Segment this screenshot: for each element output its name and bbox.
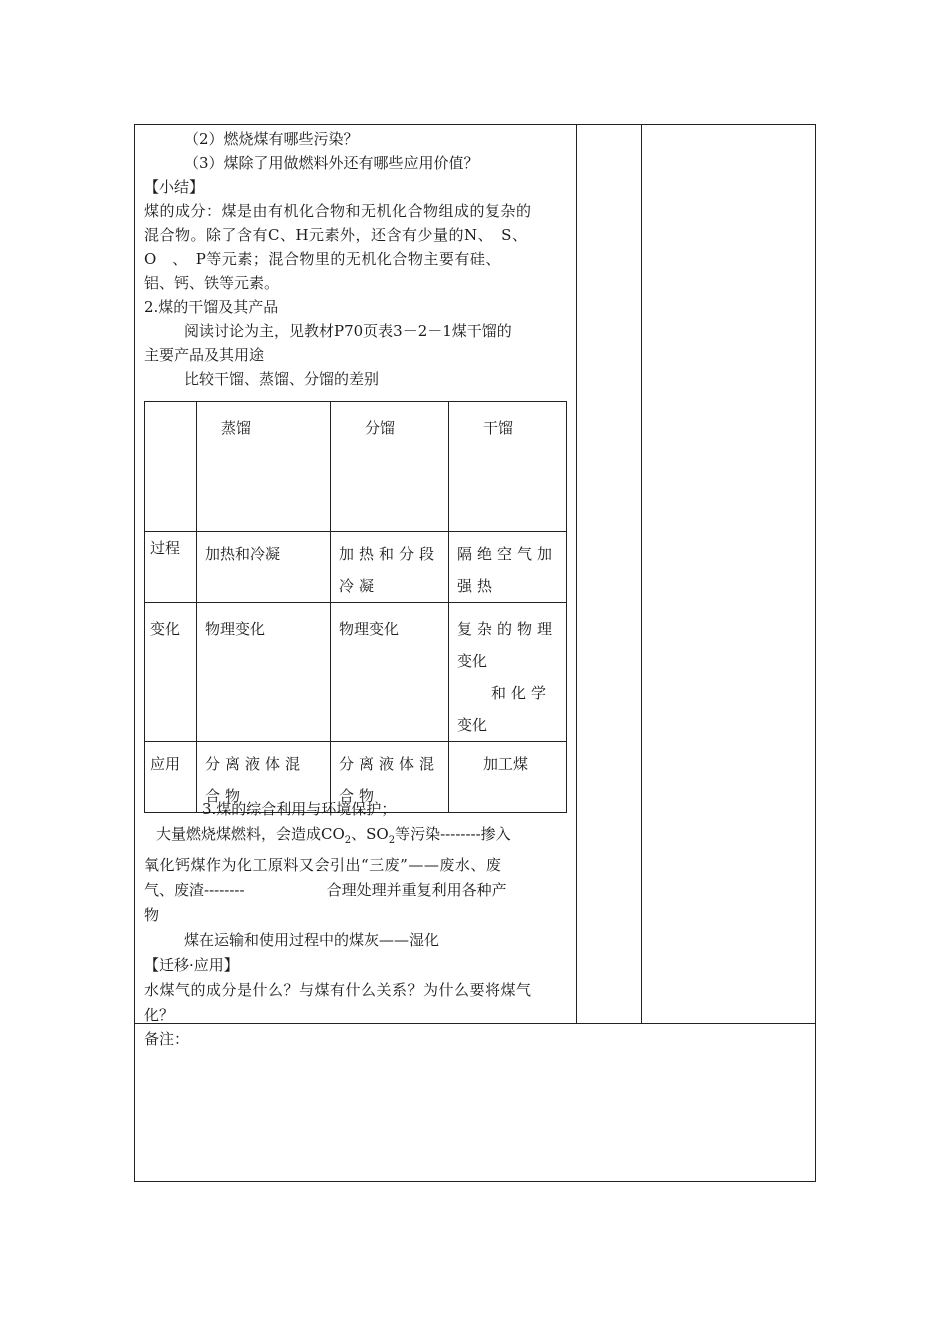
waste-treatment-line — [144, 878, 574, 903]
process-dry: 隔绝空气加强热 — [449, 532, 567, 603]
header-distillation: 蒸馏 — [197, 402, 331, 532]
pollution-line — [144, 822, 574, 853]
question-3: （3）煤除了用做燃料外还有哪些应用价值？ — [184, 154, 479, 172]
waste-text-b: 合理处理并重复利用各种产 — [326, 881, 507, 899]
application-distillation: 分离液体混合物 — [197, 742, 331, 813]
summary-heading: 【小结】 — [144, 178, 205, 196]
process-fractional: 加热和分段冷凝 — [331, 532, 449, 603]
coal-ash-line: 煤在运输和使用过程中的煤灰——湿化 — [184, 931, 440, 949]
composition-line-4: 铝、钙、铁等元素。 — [144, 274, 280, 292]
row-label-application: 应用 — [145, 742, 197, 813]
water-gas-question-2: 化？ — [144, 1006, 175, 1024]
reading-line-1: 阅读讨论为主，见教材P70页表3－2－1煤干馏的 — [184, 322, 512, 340]
composition-line-3: O 、 P等元素；混合物里的无机化合物主要有硅、 — [144, 250, 501, 268]
header-dry-distillation: 干馏 — [449, 402, 567, 532]
column-divider-2 — [641, 125, 642, 1024]
pollution-text-b: 、SO — [351, 825, 389, 843]
change-distillation: 物理变化 — [197, 603, 331, 742]
three-wastes-line: 氧化钙煤作为化工原料又会引出“三废”——废水、废 — [144, 856, 502, 874]
change-fractional: 物理变化 — [331, 603, 449, 742]
process-distillation: 加热和冷凝 — [197, 532, 331, 603]
composition-line-2: 混合物。除了含有C、H元素外，还含有少量的N、 S、 — [144, 226, 528, 244]
main-content — [144, 127, 574, 391]
waste-text-a: 气、废渣-------- — [144, 881, 245, 899]
change-dry-line-2: 变化 — [457, 652, 488, 670]
lesson-plan-table — [134, 124, 816, 1182]
pollution-text-a: 大量燃烧煤燃料，会造成CO — [156, 825, 345, 843]
application-dry: 加工煤 — [449, 742, 567, 813]
application-fractional: 分离液体混合物 — [331, 742, 449, 813]
products-line: 物 — [144, 906, 160, 924]
transfer-heading: 【迁移·应用】 — [144, 956, 239, 974]
change-dry-line-4: 变化 — [457, 716, 488, 734]
table-row — [145, 603, 567, 742]
table-row — [145, 532, 567, 603]
table-row — [145, 402, 567, 532]
change-dry-line-3: 和化学 — [491, 684, 552, 702]
pollution-text-c: 等污染--------掺入 — [395, 825, 511, 843]
section-3-title: 3.煤的综合利用与环境保护； — [202, 800, 397, 818]
section-2-title: 2.煤的干馏及其产品 — [144, 298, 279, 316]
notes-label: 备注： — [144, 1030, 190, 1048]
header-fractional-distillation: 分馏 — [331, 402, 449, 532]
row-label-change: 变化 — [145, 603, 197, 742]
compare-title: 比较干馏、蒸馏、分馏的差别 — [184, 370, 380, 388]
co2-subscript: 2 — [344, 835, 352, 846]
lower-content — [144, 797, 574, 1028]
column-divider-1 — [576, 125, 577, 1024]
table-corner-cell — [145, 402, 197, 532]
so2-subscript: 2 — [388, 835, 396, 846]
composition-line-1: 煤的成分：煤是由有机化合物和无机化合物组成的复杂的 — [144, 202, 532, 220]
change-dry-line-1: 复杂的物理 — [457, 620, 558, 638]
change-dry — [449, 603, 567, 742]
water-gas-question-1: 水煤气的成分是什么？与煤有什么关系？为什么要将煤气 — [144, 981, 532, 999]
comparison-table — [144, 401, 567, 813]
row-label-process: 过程 — [145, 532, 197, 603]
reading-line-2: 主要产品及其用途 — [144, 346, 265, 364]
question-2: （2）燃烧煤有哪些污染？ — [184, 130, 359, 148]
